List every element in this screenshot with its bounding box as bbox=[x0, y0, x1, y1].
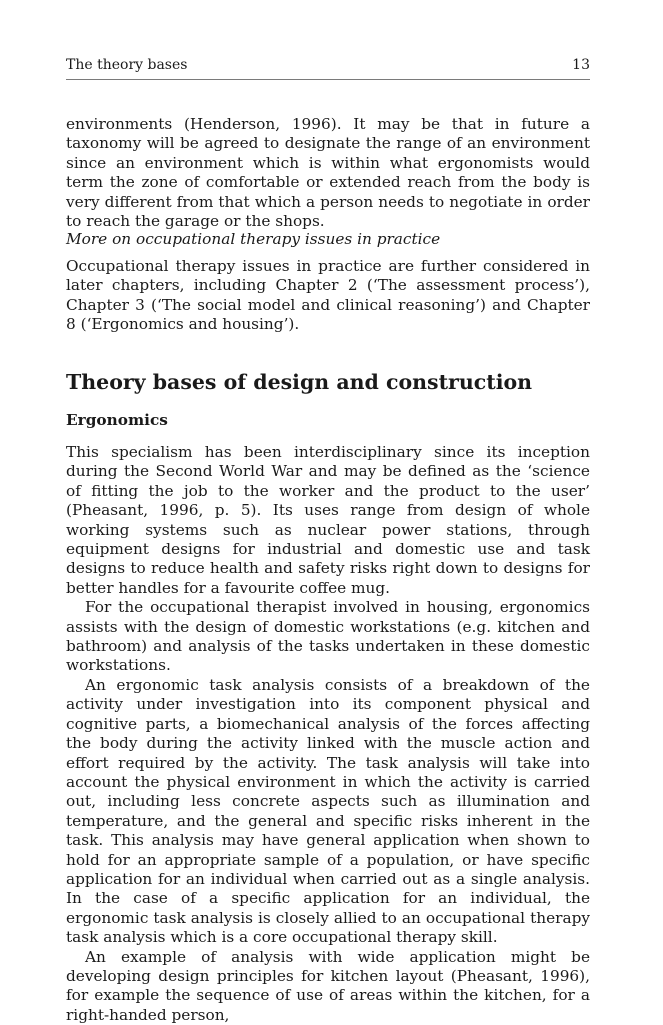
section-heading-ergonomics: Ergonomics bbox=[66, 411, 168, 429]
ergonomics-paragraph: For the occupational therapist involved in housing, ergonomics assists with the design of domestic workstations (e.g. kitchen and bathroom) and analysis of the tasks undertaken in these domestic workstations. bbox=[66, 598, 590, 675]
running-header bbox=[66, 57, 590, 80]
running-header-title: The theory bases bbox=[66, 57, 188, 73]
subheading-ot-issues: More on occupational therapy issues in practice bbox=[66, 230, 441, 248]
page-number: 13 bbox=[572, 57, 590, 73]
intro-paragraph: environments (Henderson, 1996). It may be that in future a taxonomy will be agreed to designate the range of an environment since an environment which is within what ergonomists would term the zone of comfortable or extended reach from the body is very different from that which a person needs to negotiate in order to reach the garage or the shops. bbox=[66, 115, 590, 231]
ergonomics-paragraph: An ergonomic task analysis consists of a breakdown of the activity under investigation into its component physical and cognitive parts, a biomechanical analysis of the forces affecting the body during the activity linked with the muscle action and effort required by the activity. The task analysis will take into account the physical environment in which the activity is carried out, including less concrete aspects such as illumination and temperature, and the general and specific risks inherent in the task. This analysis may have general application when shown to hold for an appropriate sample of a population, or have specific application for an individual when carried out as a single analysis. In the case of a specific application for an individual, the ergonomic task analysis is closely allied to an occupational therapy task analysis which is a core occupational therapy skill. bbox=[66, 675, 590, 947]
ot-paragraph: Occupational therapy issues in practice are further considered in later chapters, including Chapter 2 (‘The assessment process’), Chapter 3 (‘The social model and clinical reasoning’) and Chapter 8 (‘Ergonomics and housing’). bbox=[66, 257, 590, 334]
main-heading: Theory bases of design and construction bbox=[66, 370, 533, 394]
ergonomics-text bbox=[66, 443, 590, 1025]
ergonomics-paragraph: An example of analysis with wide application might be developing design principles for kitchen layout (Pheasant, 1996), for example the sequence of use of areas within the kitchen, for a right-handed person, bbox=[66, 947, 590, 1024]
ergonomics-paragraph: This specialism has been interdisciplinary since its inception during the Second World War and may be defined as the ‘science of fitting the job to the worker and the product to the user’ (Pheasant, 1996, p. 5). Its uses range from design of whole working systems such as nuclear power stations, through equipment designs for industrial and domestic use and task designs to reduce health and safety risks right down to designs for better handles for a favourite coffee mug. bbox=[66, 443, 590, 597]
